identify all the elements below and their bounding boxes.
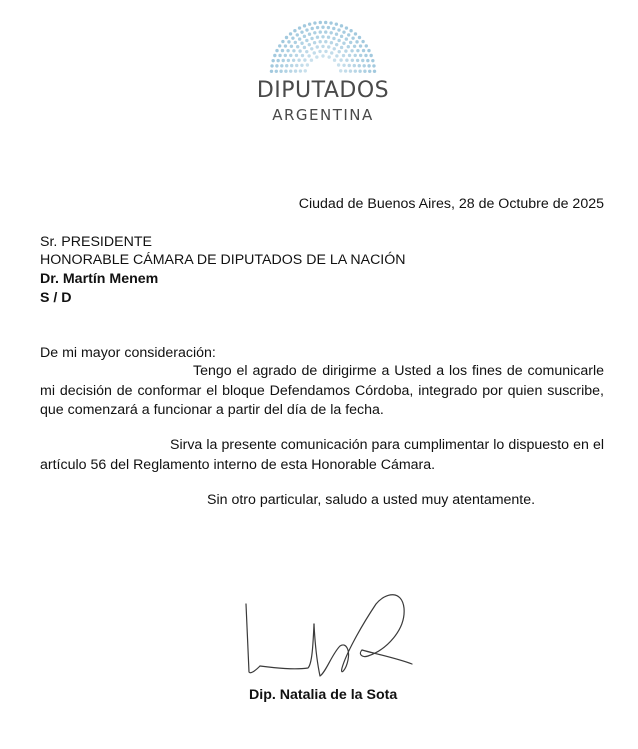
handwritten-signature [236,584,416,684]
hemicycle-dot [315,55,318,58]
hemicycle-dot [327,45,330,48]
signer-name: Dip. Natalia de la Sota [249,687,398,703]
hemicycle-dot [358,36,361,39]
hemicycle-dot [327,26,330,29]
hemicycle-dot [327,36,330,39]
hemicycle-dot [344,69,347,72]
diputados-logo [248,18,398,128]
hemicycle-dot [362,64,365,67]
hemicycle-dot [307,54,310,57]
hemicycle-dot [338,50,341,53]
hemicycle-dot [282,59,285,62]
greeting: De mi mayor consideración: [40,345,216,361]
hemicycle-dot [371,59,374,62]
hemicycle-dot [318,40,321,43]
hemicycle-dot [316,26,319,29]
hemicycle-dot [308,33,311,36]
hemicycle-dot [313,41,316,44]
hemicycle-dot [354,69,357,72]
hemicycle-dot [305,50,308,53]
hemicycle-dot [351,36,354,39]
hemicycle-dot [297,59,300,62]
hemicycle-dot [318,50,321,53]
hemicycle-dot [337,39,340,42]
hemicycle-dot [366,59,369,62]
hemicycle-dot [276,59,279,62]
body-paragraph-1 [40,362,604,421]
body-paragraph-2 [40,436,604,475]
hemicycle-dot [294,41,297,44]
letter-date: Ciudad de Buenos Aires, 28 de Octubre de 2025 [298,196,604,212]
hemicycle-dot [308,22,311,25]
hemicycle-dot [281,40,284,43]
hemicycle-dot [287,59,290,62]
hemicycle-dot [363,70,366,73]
hemicycle-dot [337,28,340,31]
hemicycle-dot [301,54,304,57]
hemicycle-dot [303,24,306,27]
hemicycle-dot [327,55,330,58]
hemicycle-dot [290,64,293,67]
hemicycle-dot [348,54,351,57]
hemicycle-dot [298,26,301,29]
hemicycle-dot [339,69,342,72]
hemicycle-dot [365,44,368,47]
hemicycle-dot [345,59,348,62]
hemicycle-dot [340,46,343,49]
hemicycle-dot [340,35,343,38]
hemicycle-dot [306,63,309,66]
hemicycle-dot [321,26,324,29]
hemicycle-dot [368,70,371,73]
hemicycle-dot [281,49,284,52]
hemicycle-dot [344,49,347,52]
hemicycle-dot [286,49,289,52]
hemicycle-dot [313,21,316,24]
hemicycle-dot [324,40,327,43]
addressee-title: Sr. PRESIDENTE [40,234,152,250]
hemicycle-dot [333,47,336,50]
hemicycle-dot [342,54,345,57]
hemicycle-dot [295,54,298,57]
hemicycle-dot [270,70,273,73]
hemicycle-dot [319,21,322,24]
addressee-name: Dr. Martín Menem [40,271,159,287]
hemicycle-dot [324,21,327,24]
hemicycle-dot [308,43,311,46]
hemicycle-dot [332,37,335,40]
hemicycle-dot [300,30,303,33]
hemicycle-dot [296,33,299,36]
hemicycle-dot [305,39,308,42]
hemicycle-dot [313,31,316,34]
addressee-sd: S / D [40,290,72,306]
hemicycle-dot [300,42,303,45]
hemicycle-dot [278,44,281,47]
hemicycle-dot [292,49,295,52]
hemicycle-dot [321,35,324,38]
hemicycle-dot [347,33,350,36]
hemicycle-dot [289,32,292,35]
hemicycle-dot [358,64,361,67]
hemicycle-dot [321,45,324,48]
hemicycle-dot [342,42,345,45]
hemicycle-dot [359,54,362,57]
hemicycle-dot [294,69,297,72]
hemicycle-dot [284,70,287,73]
hemicycle-dot [342,64,345,67]
hemicycle-dot [285,36,288,39]
hemicycle-dot [367,49,370,52]
hemicycle-dot [275,70,278,73]
hemicycle-dot [350,49,353,52]
hemicycle-dot [332,27,335,30]
hemicycle-dot [303,46,306,49]
paragraph-1-line-2: mi decisión de conformar el bloque Defendamos Córdoba, integrado por quien suscribe, [40,382,604,399]
hemicycle-dot [354,32,357,35]
hemicycle-dot [296,45,299,48]
hemicycle-dot [290,45,293,48]
hemicycle-dot [298,49,301,52]
hemicycle-dot [335,43,338,46]
hemicycle-dot [305,28,308,31]
hemicycle-dot [342,30,345,33]
hemicycle-dot [285,64,288,67]
addressee-institution: HONORABLE CÁMARA DE DIPUTADOS DE LA NACIÓN [40,252,406,268]
hemicycle-dot [289,69,292,72]
hemicycle-dot [275,64,278,67]
hemicycle-dot [356,59,359,62]
hemicycle-dot [303,35,306,38]
hemicycle-dot [295,64,298,67]
logo-subtitle: ARGENTINA [272,106,374,124]
hemicycle-dot [330,41,333,44]
hemicycle-dot [273,54,276,57]
hemicycle-dot [361,40,364,43]
hemicycle-dot [279,70,282,73]
hemicycle-dot [289,54,292,57]
hemicycle-dot [313,51,316,54]
hemicycle-dot [298,37,301,40]
hemicycle-dot [329,21,332,24]
paragraph-1-line-1: Tengo el agrado de dirigirme a Usted a los fines de comunicarle [193,363,604,379]
hemicycle-dot [299,69,302,72]
hemicycle-dot [349,41,352,44]
hemicycle-dot [280,64,283,67]
paragraph-2-line-1: Sirva la presente comunicación para cumplimentar lo dispuesto en el [170,437,604,453]
hemicycle-dot [345,26,348,29]
hemicycle-dot [270,64,273,67]
hemicycle-dot [333,59,336,62]
hemicycle-dot [367,64,370,67]
hemicycle-dot [349,29,352,32]
hemicycle-dot [310,47,313,50]
hemicycle-dot [316,45,319,48]
hemicycle-dot [335,22,338,25]
hemicycle-dot [351,59,354,62]
hemicycle-dot [359,44,362,47]
hemicycle-dot [310,59,313,62]
hemicycle-dot [355,40,358,43]
paragraph-2-line-2: artículo 56 del Reglamento interno de esta Honorable Cámara. [40,456,436,473]
hemicycle-dot [329,31,332,34]
hemicycle-dot [324,50,327,53]
hemicycle-dot [321,54,324,57]
hemicycle-dot [353,45,356,48]
hemicycle-dot [340,24,343,27]
hemicycle-dot [372,64,375,67]
hemicycle-dot [349,69,352,72]
hemicycle-dot [335,54,338,57]
hemicycle-dot [369,54,372,57]
hemicycle-dot [300,64,303,67]
hemicycle-dot [353,64,356,67]
hemicycle-dot [373,70,376,73]
hemicycle-dot [345,37,348,40]
hemicycle-dot [347,45,350,48]
hemicycle-dot [278,54,281,57]
hemicycle-dot [348,64,351,67]
hemicycle-dot [337,63,340,66]
hemicycle-dot [354,54,357,57]
hemicycle-dot [287,40,290,43]
hemicycle-dot [303,58,306,61]
paragraph-1-line-3: que comenzará a funcionar a partir del día de la fecha. [40,402,384,418]
hemicycle-dot [311,27,314,30]
hemicycle-dot [362,49,365,52]
hemicycle-dot [356,49,359,52]
hemicycle-dot [291,36,294,39]
hemicycle-dot [292,59,295,62]
hemicycle-dot [316,36,319,39]
hemicycle-dot [330,51,333,54]
hemicycle-dot [324,30,327,33]
hemicycle-dot [284,44,287,47]
hemicycle-dot [364,54,367,57]
hemicycle-dot [358,70,361,73]
hemicycle-dot [319,30,322,33]
hemicycle-dot [284,54,287,57]
hemicycle-dot [335,33,338,36]
hemicycle-dot [361,59,364,62]
hemicycle-dot [271,59,274,62]
closing-line: Sin otro particular, saludo a usted muy atentamente. [207,492,536,508]
hemicycle-dot [275,49,278,52]
hemicycle-dots-icon [268,18,378,76]
hemicycle-dot [310,37,313,40]
hemicycle-dot [304,69,307,72]
logo-title: DIPUTADOS [256,78,390,103]
hemicycle-dot [339,58,342,61]
hemicycle-dot [293,29,296,32]
